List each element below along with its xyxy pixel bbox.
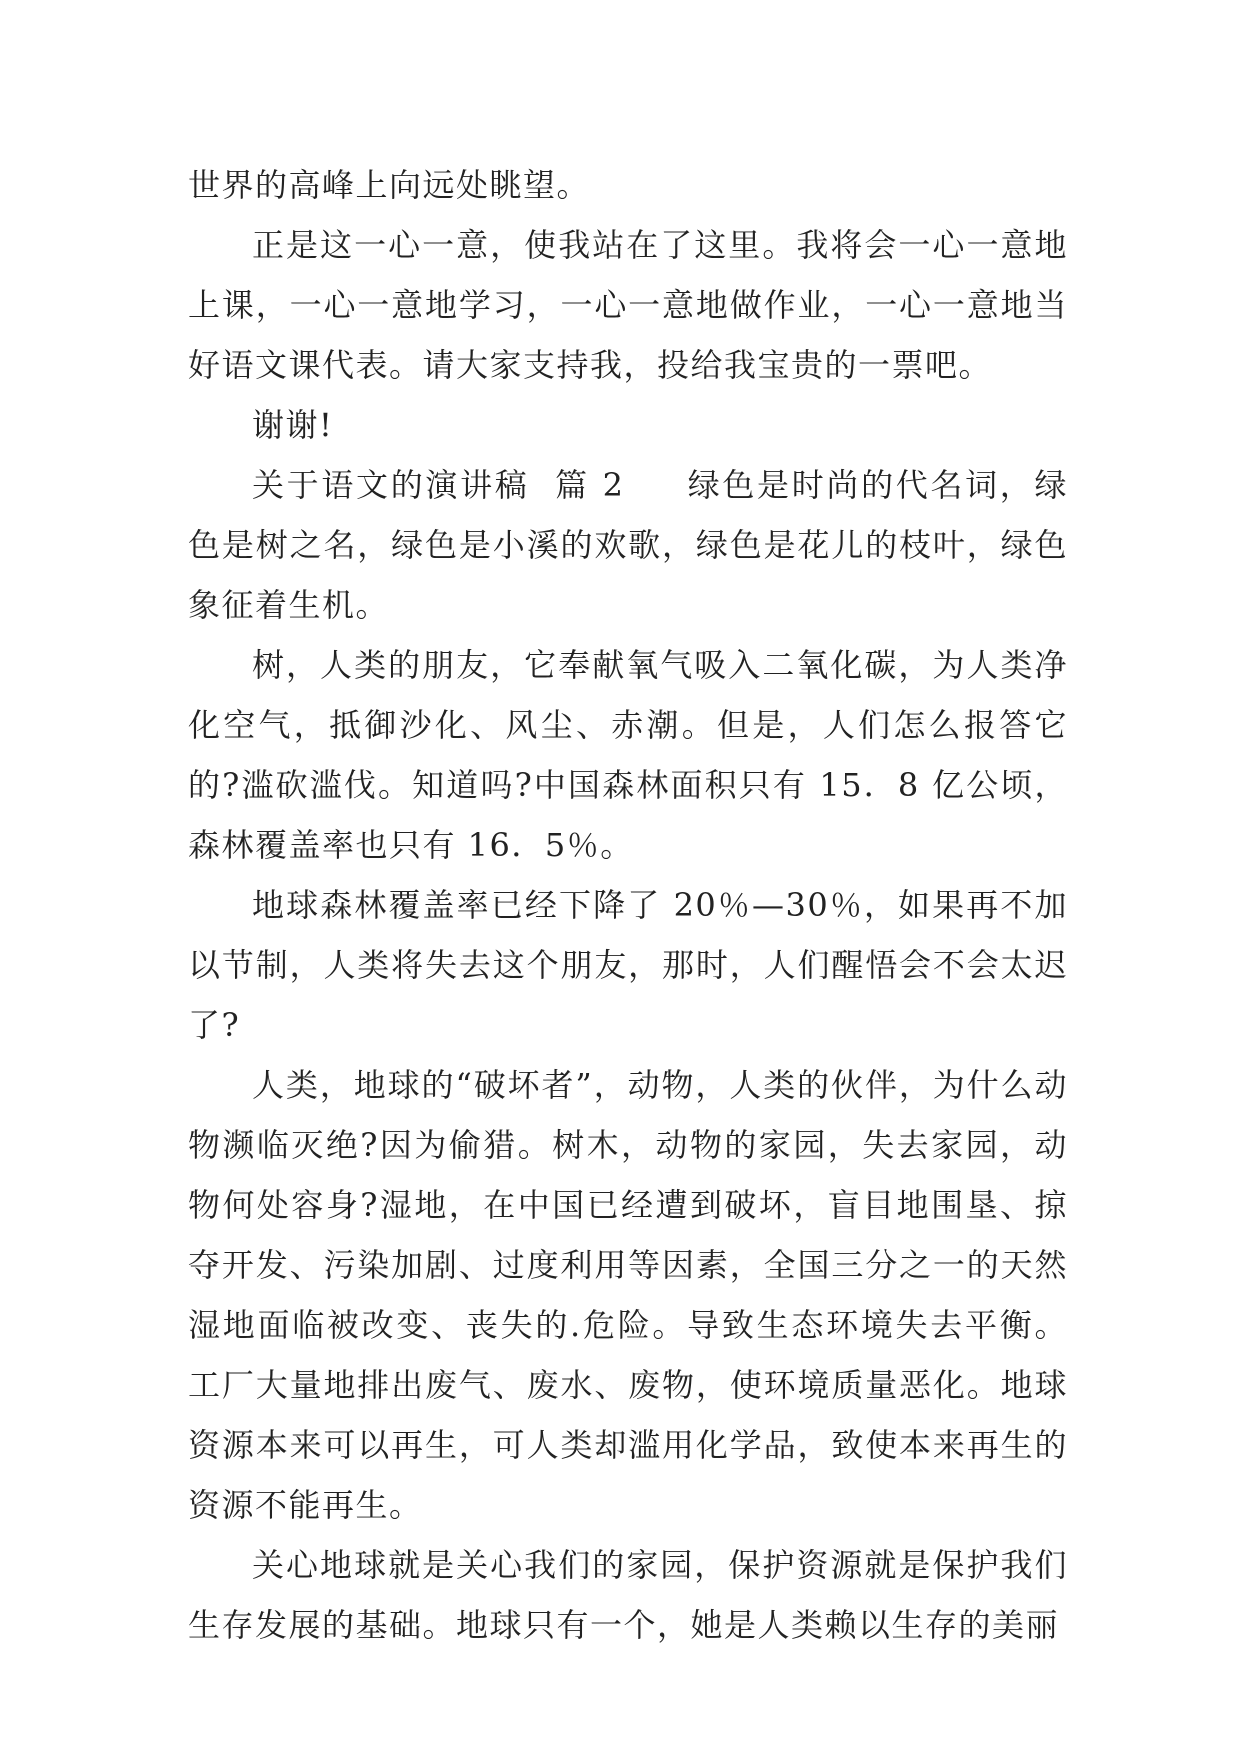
paragraph-trees: 树，人类的朋友，它奉献氧气吸入二氧化碳，为人类净化空气，抵御沙化、风尘、赤潮。但是，人们怎么报答它的?滥砍滥伐。知道吗?中国森林面积只有 15．8 亿公顷，森林覆盖率也只有 16．5％。	[188, 646, 1068, 864]
paragraph-continuation: 世界的高峰上向远处眺望。	[188, 166, 591, 204]
paragraph-destroyers: 人类，地球的“破坏者”，动物，人类的伙伴，为什么动物濒临灭绝?因为偷猎。树木，动物的家园，失去家园，动物何处容身?湿地，在中国已经遭到破坏，盲目地围垦、掠夺开发、污染加剧、过度利用等因素，全国三分之一的天然湿地面临被改变、丧失的.危险。导致生态环境失去平衡。工厂大量地排出废气、废水、废物，使环境质量恶化。地球资源本来可以再生，可人类却滥用化学品，致使本来再生的资源不能再生。	[188, 1066, 1068, 1524]
paragraph-care-earth: 关心地球就是关心我们的家园，保护资源就是保护我们生存发展的基础。地球只有一个，她是人类赖以生存的美丽	[188, 1546, 1068, 1644]
paragraph-forest-coverage: 地球森林覆盖率已经下降了 20％—30％，如果再不加以节制，人类将失去这个朋友，那时，人们醒悟会不会太迟了?	[188, 886, 1068, 1044]
document-body	[188, 155, 1068, 1655]
section-heading-paragraph	[188, 455, 1068, 635]
paragraph-thanks: 谢谢!	[252, 406, 334, 444]
paragraph-one-heart: 正是这一心一意，使我站在了这里。我将会一心一意地上课，一心一意地学习，一心一意地做作业，一心一意地当好语文课代表。请大家支持我，投给我宝贵的一票吧。	[188, 226, 1068, 384]
section-heading: 关于语文的演讲稿 篇 2	[252, 466, 625, 504]
green-paragraph: 绿色是时尚的代名词，绿色是树之名，绿色是小溪的欢歌，绿色是花儿的枝叶，绿色象征着生机。	[188, 466, 1068, 624]
